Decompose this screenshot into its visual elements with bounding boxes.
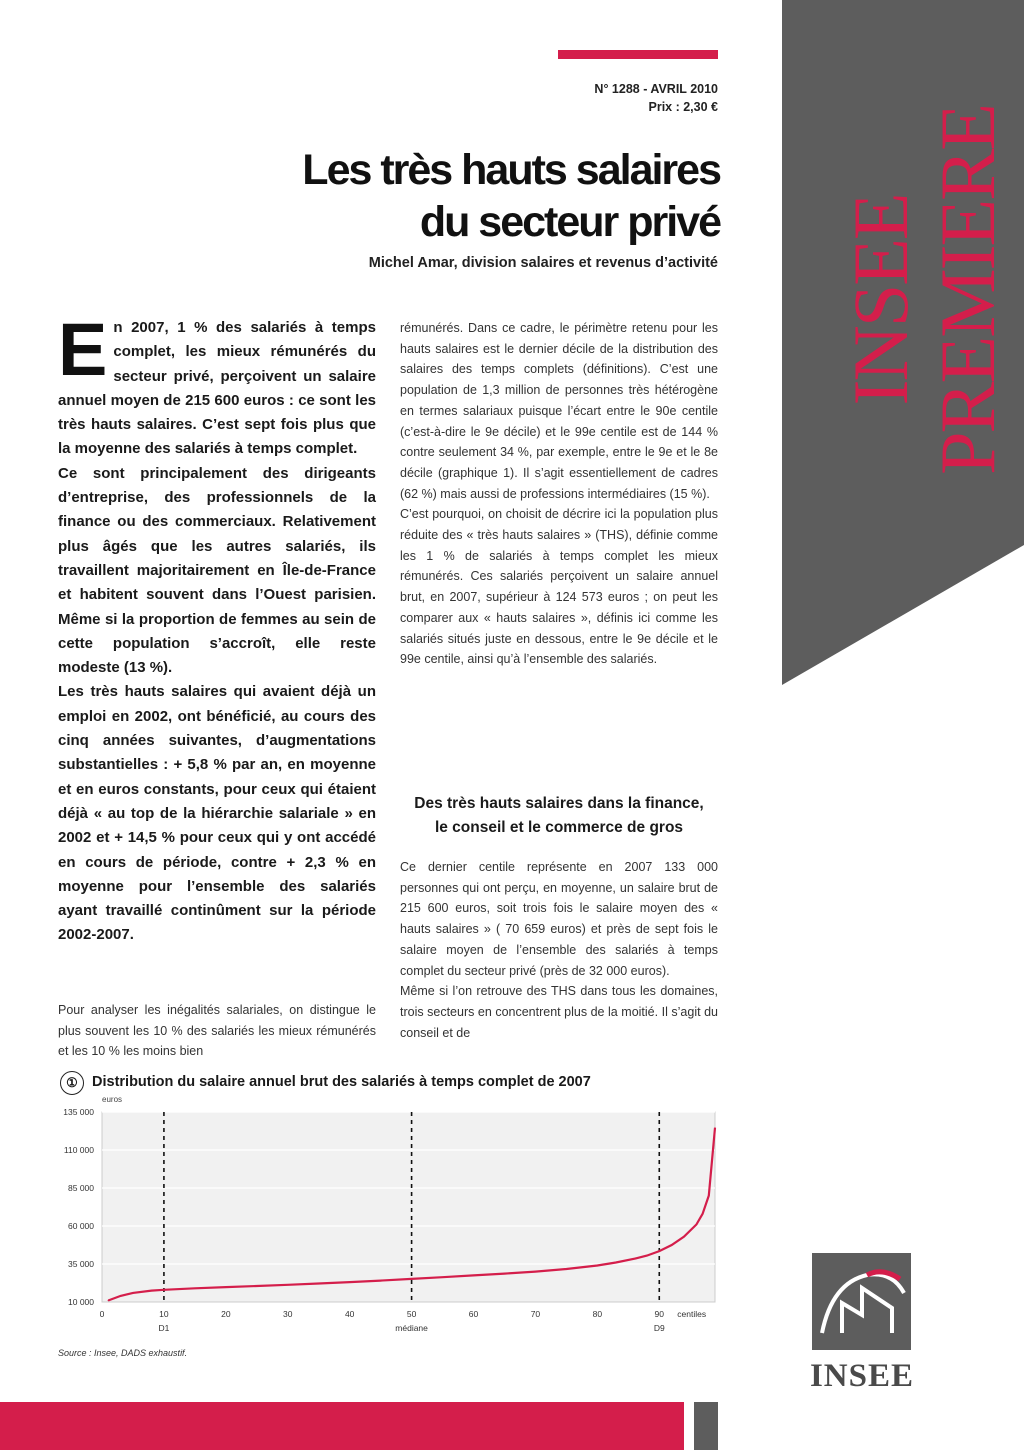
data-point [615,1262,616,1263]
data-point [108,1300,109,1301]
series-name-insee: INSEE [837,194,924,406]
data-point [504,1273,505,1274]
section-heading [400,792,718,840]
insee-logo-mark [812,1253,911,1350]
data-point [225,1287,226,1288]
marker-label: médiane [395,1323,428,1333]
data-point [708,1195,709,1196]
body-right2-paragraph-1: Ce dernier centile représente en 2007 133 000 personnes qui ont perçu, en moyenne, un salaire brut de 215 600 euros, soit trois fois le salaire moyen des « hauts salaires » ( 70 659 euros) et près de sept fois le salaire moyen de l’ensemble des salariés à temps complet du secteur privé (près de 32 000 euros). [400,860,718,978]
data-point [535,1271,536,1272]
x-tick-label: 60 [468,1309,479,1319]
body-right-paragraph-2: C’est pourquoi, on choisit de décrire ici la population plus réduite des « très hauts salaires » (THS), définie comme les 1 % de salariés à temps complet les mieux rémunérés. Ces salariés perçoivent un salaire annuel brut, en 2007, supérieur à 124 573 euros ; on peut les comparer aux « hauts salaires », définis ici comme les salariés situés juste en dessous, entre le 9e décile et le 99e centile, ainsi qu’à l’ensemble des salariés. [400,507,718,667]
x-tick-label: 80 [592,1309,603,1319]
marker-label: D1 [158,1323,170,1333]
data-point [671,1244,672,1245]
data-point [194,1288,195,1289]
issue-info [440,80,718,116]
data-point [256,1285,257,1286]
data-point [473,1275,474,1276]
intro-paragraph-1 [58,308,376,462]
x-tick-label: 30 [283,1309,293,1319]
x-tick-label: 40 [344,1309,355,1319]
issue-number: N° 1288 - AVRIL 2010 [594,82,718,96]
x-tick-label: 90 [654,1309,665,1319]
header-accent-bar [558,50,718,59]
intro-column [58,308,376,948]
plot-area [102,1112,715,1302]
data-point [132,1292,133,1293]
figure-source: Source : Insee, DADS exhaustif. [58,1348,188,1358]
intro-paragraph-1-text: n 2007, 1 % des salariés à temps complet, les mieux rémunérés du secteur privé, perçoivent un salaire annuel moyen de 215 600 euros : ce sont les très hauts salaires. C’est sept fois plus que la moyenne des salariés à temps complet. [58,319,376,458]
section-heading-line-1: Des très hauts salaires dans la finance, [414,795,704,812]
intro-paragraph-3: Les très hauts salaires qui avaient déjà un emploi en 2002, ont bénéficié, au cours des cinq années suivantes, d’augmentations substantielles : + 5,8 % par an, en moyenne et en euros constants, pour ceux qui étaient déjà « au top de la hiérarchie salariale » en 2002 et + 14,5 % pour ceux qui y ont accédé en cours de période, contre + 2,3 % en moyenne pour l’ensemble des salariés ayant travaillé continûment sur la période 2002-2007. [58,683,376,944]
data-point [318,1283,319,1284]
data-point [659,1250,660,1251]
y-tick-label: 135 000 [63,1107,94,1117]
data-point [287,1284,288,1285]
footer-red-bar [0,1402,684,1450]
data-point [566,1268,567,1269]
data-point [380,1280,381,1281]
page-title [250,144,720,248]
body-right-paragraph-1: rémunérés. Dans ce cadre, le périmètre retenu pour les hauts salaires est le dernier décile de la distribution des salaires des temps complets (définitions). C’est une population de 1,3 million de personnes très hétérogène en termes salariaux puisque l’écart entre le 90e centile (c’est-à-dire le 9e décile) et le 99e centile est de 144 % contre seulement 34 %, par exemple, entre le 9e et le 8e décile (graphique 1). Il s’agit essentiellement de cadres (62 %) mais aussi de professions intermédiaires (15 %). [400,321,718,501]
data-point [163,1289,164,1290]
intro-paragraph-2: Ce sont principalement des dirigeants d’entreprise, des professionnels de la finance ou des commerciaux. Relativement plus âgés que les autres salariés, ils travaillent majoritairement en Île-de-France et habitent souvent dans l’Ouest parisien. Même si la proportion de femmes au sein de cette population s’accroît, elle reste modeste (13 %). [58,464,376,677]
author-line: Michel Amar, division salaires et revenus d’activité [368,255,718,271]
x-tick-label: 10 [159,1309,169,1319]
series-name-premiere: PREMIERE [924,105,1011,475]
body-column-right [400,318,718,670]
data-point [442,1277,443,1278]
footer-grey-bar [694,1402,718,1450]
y-tick-label: 35 000 [68,1259,94,1269]
data-point [634,1258,635,1259]
data-point [696,1224,697,1225]
data-point [702,1213,703,1214]
y-tick-label: 10 000 [68,1297,94,1307]
data-point [646,1255,647,1256]
y-tick-label: 60 000 [68,1221,94,1231]
data-point [151,1290,152,1291]
figure-number: ① [60,1071,84,1095]
salary-distribution-chart [40,1090,720,1350]
marker-label: D9 [653,1323,665,1333]
title-line-1: Les très hauts salaires [302,146,720,194]
data-point [411,1278,412,1279]
x-axis-unit: centiles [677,1309,707,1319]
issue-price: Prix : 2,30 € [648,100,718,114]
x-tick-label: 70 [530,1309,541,1319]
x-tick-label: 0 [99,1309,105,1319]
x-tick-label: 20 [221,1309,231,1319]
x-tick-label: 50 [406,1309,417,1319]
data-point [349,1281,350,1282]
title-line-2: du secteur privé [419,198,720,246]
body-column-left [58,1000,376,1062]
data-point [714,1127,715,1128]
y-tick-label: 85 000 [68,1183,94,1193]
y-tick-label: 110 000 [63,1145,94,1155]
insee-logo-text: INSEE [809,1358,915,1394]
data-point [597,1265,598,1266]
figure-title: Distribution du salaire annuel brut des salariés à temps complet de 2007 [92,1074,591,1090]
body-column-right-2 [400,857,718,1043]
insee-logo-icon [812,1253,911,1350]
series-band [782,0,1024,1450]
data-point [120,1295,121,1296]
drop-cap: E [58,308,108,391]
body-paragraph-left: Pour analyser les inégalités salariales, on distingue le plus souvent les 10 % des salariés les mieux rémunérés et les 10 % les moins bien [58,1003,376,1058]
section-heading-line-2: le conseil et le commerce de gros [434,819,684,836]
body-right2-paragraph-2: Même si l’on retrouve des THS dans tous les domaines, trois secteurs en concentrent plus de la moitié. Il s’agit du conseil et de [400,984,718,1040]
data-point [683,1236,684,1237]
series-band-shape [782,0,1024,1450]
y-axis-unit: euros [102,1095,123,1104]
